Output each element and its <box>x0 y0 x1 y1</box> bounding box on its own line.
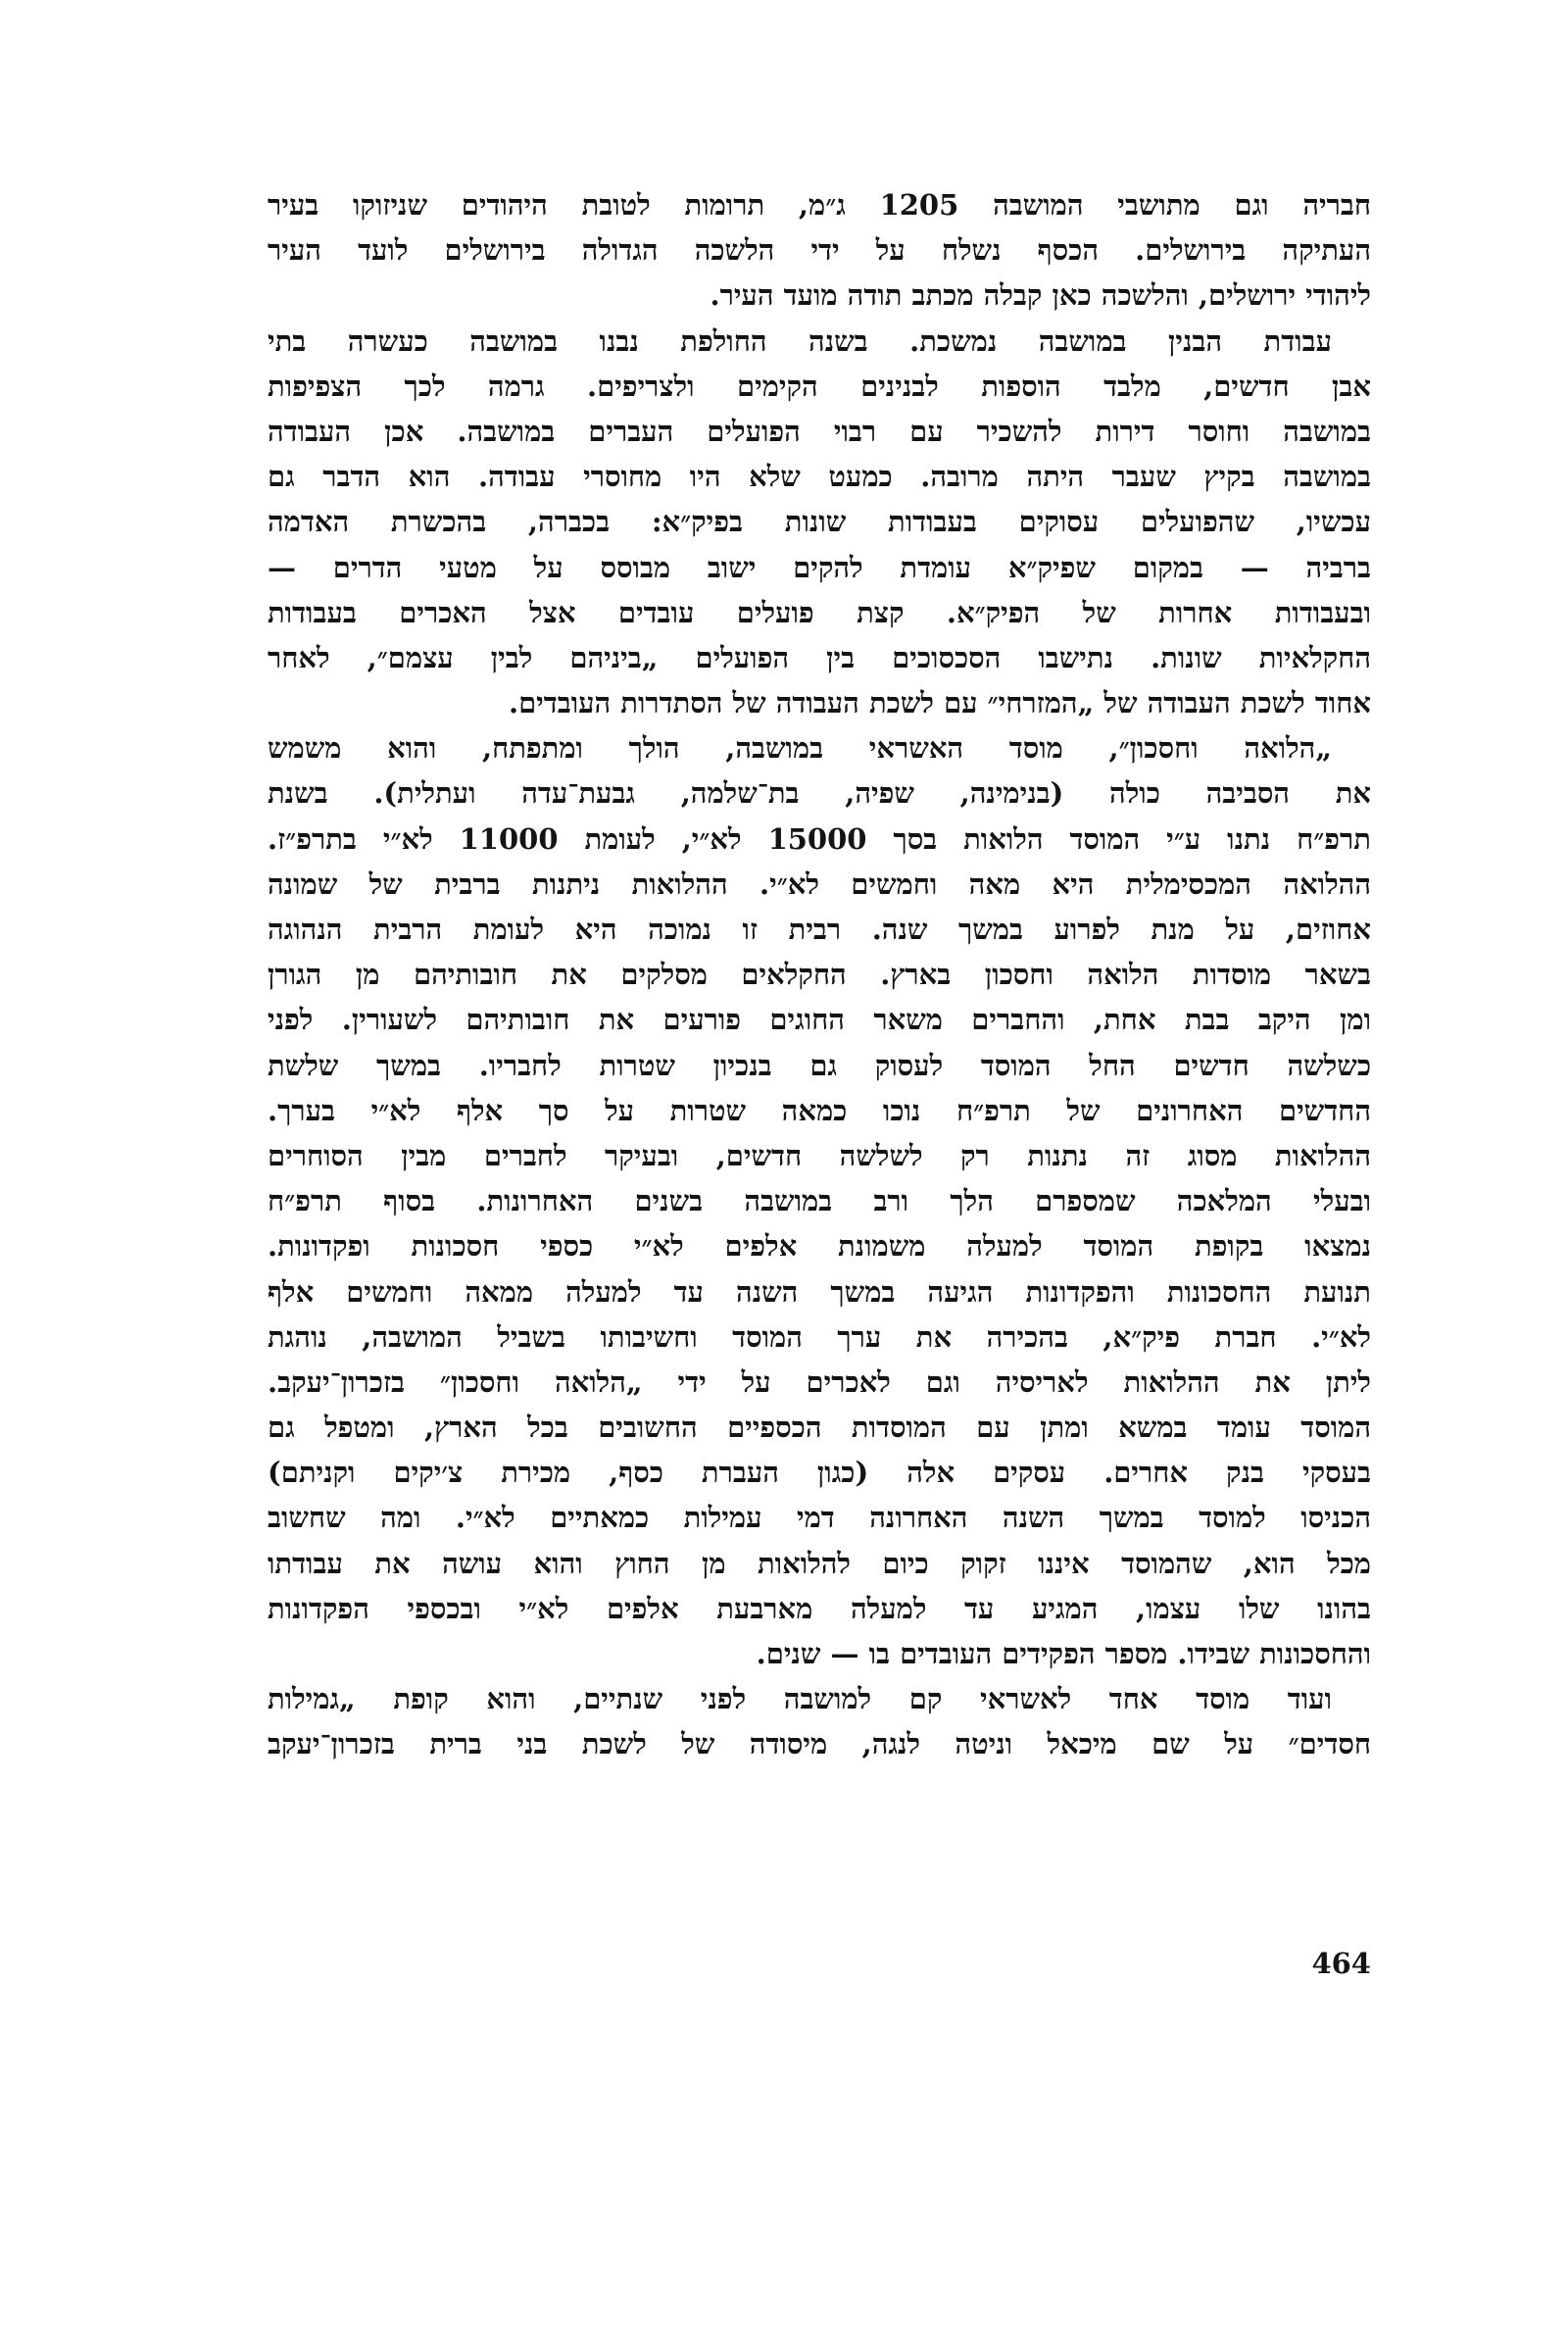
text-line: ברביה — במקום שפיק״א עומדת להקים ישוב מבוסס על מטעי הדרים — <box>268 550 1371 584</box>
paragraph <box>268 319 1371 726</box>
text-line: בשאר מוסדות הלואה וחסכון בארץ. החקלאים מסלקים את חובותיהם מן הגורן <box>268 958 1371 992</box>
text-line: והחסכונות שבידו. מספר הפקידים העובדים בו — שנים. <box>756 1637 1371 1670</box>
text-line: תנועת החסכונות והפקדונות הגיעה במשך השנה עד למעלה ממאה וחמשים אלף <box>268 1274 1371 1309</box>
text-line: ובעלי המלאכה שמספרם הלך ורב במושבה בשנים האחרונות. בסוף תרפ״ח <box>268 1184 1371 1218</box>
text-line: ליהודי ירושלים, והלשכה כאן קבלה מכתב תודה מועד העיר. <box>710 278 1371 313</box>
paragraph <box>268 725 1371 1676</box>
text-line: חסדים״ על שם מיכאל וניטה לנגה, מיסודה של לשכת בני ברית בזכרון־יעקב <box>268 1727 1371 1761</box>
text-line: העתיקה בירושלים. הכסף נשלח על ידי הלשכה הגדולה בירושלים לועד העיר <box>268 233 1371 268</box>
text-line: „הלואה וחסכון״, מוסד האשראי במושבה, הולך ומתפתח, והוא משמש <box>268 731 1332 766</box>
paragraph <box>268 182 1371 319</box>
text-line: הכניסו למוסד במשך השנה האחרונה דמי עמילות כמאתיים לא״י. ומה שחשוב <box>268 1501 1371 1535</box>
text-line: במושבה בקיץ שעבר היתה מרובה. כמעט שלא היו מחוסרי עבודה. הוא הדבר גם <box>268 460 1371 494</box>
text-line: בהונו שלו עצמו, המגיע עד למעלה מארבעת אלפים לא״י ובכספי הפקדונות <box>268 1591 1371 1625</box>
text-line: תרפ״ח נתנו ע״י המוסד הלואות בסך 15000 לא״י, לעומת 11000 לא״י בתרפ״ז. <box>268 821 1371 856</box>
text-line: אחוד לשכת העבודה של „המזרחי״ עם לשכת העבודה של הסתדרות העובדים. <box>508 686 1371 720</box>
text-line: ובעבודות אחרות של הפיק״א. קצת פועלים עובדים אצל האכרים בעבודות <box>268 595 1371 629</box>
text-line: ההלואה המכסימלית היא מאה וחמשים לא״י. ההלואות ניתנות ברבית של שמונה <box>268 867 1371 901</box>
body-text <box>268 182 1371 1767</box>
text-line: נמצאו בקופת המוסד למעלה משמונת אלפים לא״י כספי חסכונות ופקדונות. <box>268 1229 1371 1264</box>
text-line: מכל הוא, שהמוסד איננו זקוק כיום להלואות מן החוץ והוא עושה את עבודתו <box>268 1546 1371 1580</box>
text-line: עכשיו, שהפועלים עסוקים בעבודות שונות בפיק״א: בכברה, בהכשרת האדמה <box>268 505 1371 539</box>
text-line: במושבה וחוסר דירות להשכיר עם רבוי הפועלים העברים במושבה. אכן העבודה <box>268 414 1371 448</box>
text-line: ליתן את ההלואות לאריסיה וגם לאכרים על ידי „הלואה וחסכון״ בזכרון־יעקב. <box>268 1364 1371 1399</box>
text-line: עבודת הבנין במושבה נמשכת. בשנה החולפת נבנו במושבה כעשרה בתי <box>268 323 1332 358</box>
text-line: החקלאיות שונות. נתישבו הסכסוכים בין הפועלים „ביניהם לבין עצמם״, לאחר <box>268 640 1371 674</box>
text-line: את הסביבה כולה (בנימינה, שפיה, בת־שלמה, גבעת־עדה ועתלית). בשנת <box>268 776 1371 811</box>
text-line: ומן היקב בבת אחת, והחברים משאר החוגים פורעים את חובותיהם לשעורין. לפני <box>268 1003 1371 1037</box>
page-number: 464 <box>1311 1947 1371 1980</box>
text-line: חבריה וגם מתושבי המושבה 1205 ג״מ, תרומות לטובת היהודים שניזוקו בעיר <box>268 188 1372 222</box>
text-line: ההלואות מסוג זה נתנות רק לשלשה חדשים, ובעיקר לחברים מבין הסוחרים <box>268 1138 1371 1172</box>
text-line: אחוזים, על מנת לפרוע במשך שנה. רבית זו נמוכה היא לעומת הרבית הנהוגה <box>268 913 1371 946</box>
paragraph <box>268 1676 1371 1766</box>
text-line: לא״י. חברת פיק״א, בהכירה את ערך המוסד וחשיבותו בשביל המושבה, נוהגת <box>268 1319 1371 1354</box>
text-line: ועוד מוסד אחד לאשראי קם למושבה לפני שנתיים, והוא קופת „גמילות <box>268 1682 1332 1716</box>
text-line: כשלשה חדשים החל המוסד לעסוק גם בנכיון שטרות לחבריו. במשך שלשת <box>268 1048 1371 1082</box>
text-line: אבן חדשים, מלבד הוספות לבנינים הקימים ולצריפים. גרמה לכך הצפיפות <box>268 369 1371 403</box>
text-line: המוסד עומד במשא ומתן עם המוסדות הכספיים החשובים בכל הארץ, ומטפל גם <box>268 1411 1372 1445</box>
text-line: החדשים האחרונים של תרפ״ח נוכו כמאה שטרות על סך אלף לא״י בערך. <box>268 1093 1371 1127</box>
text-line: בעסקי בנק אחרים. עסקים אלה (כגון העברת כסף, מכירת צ׳יקים וקניתם) <box>268 1456 1371 1490</box>
